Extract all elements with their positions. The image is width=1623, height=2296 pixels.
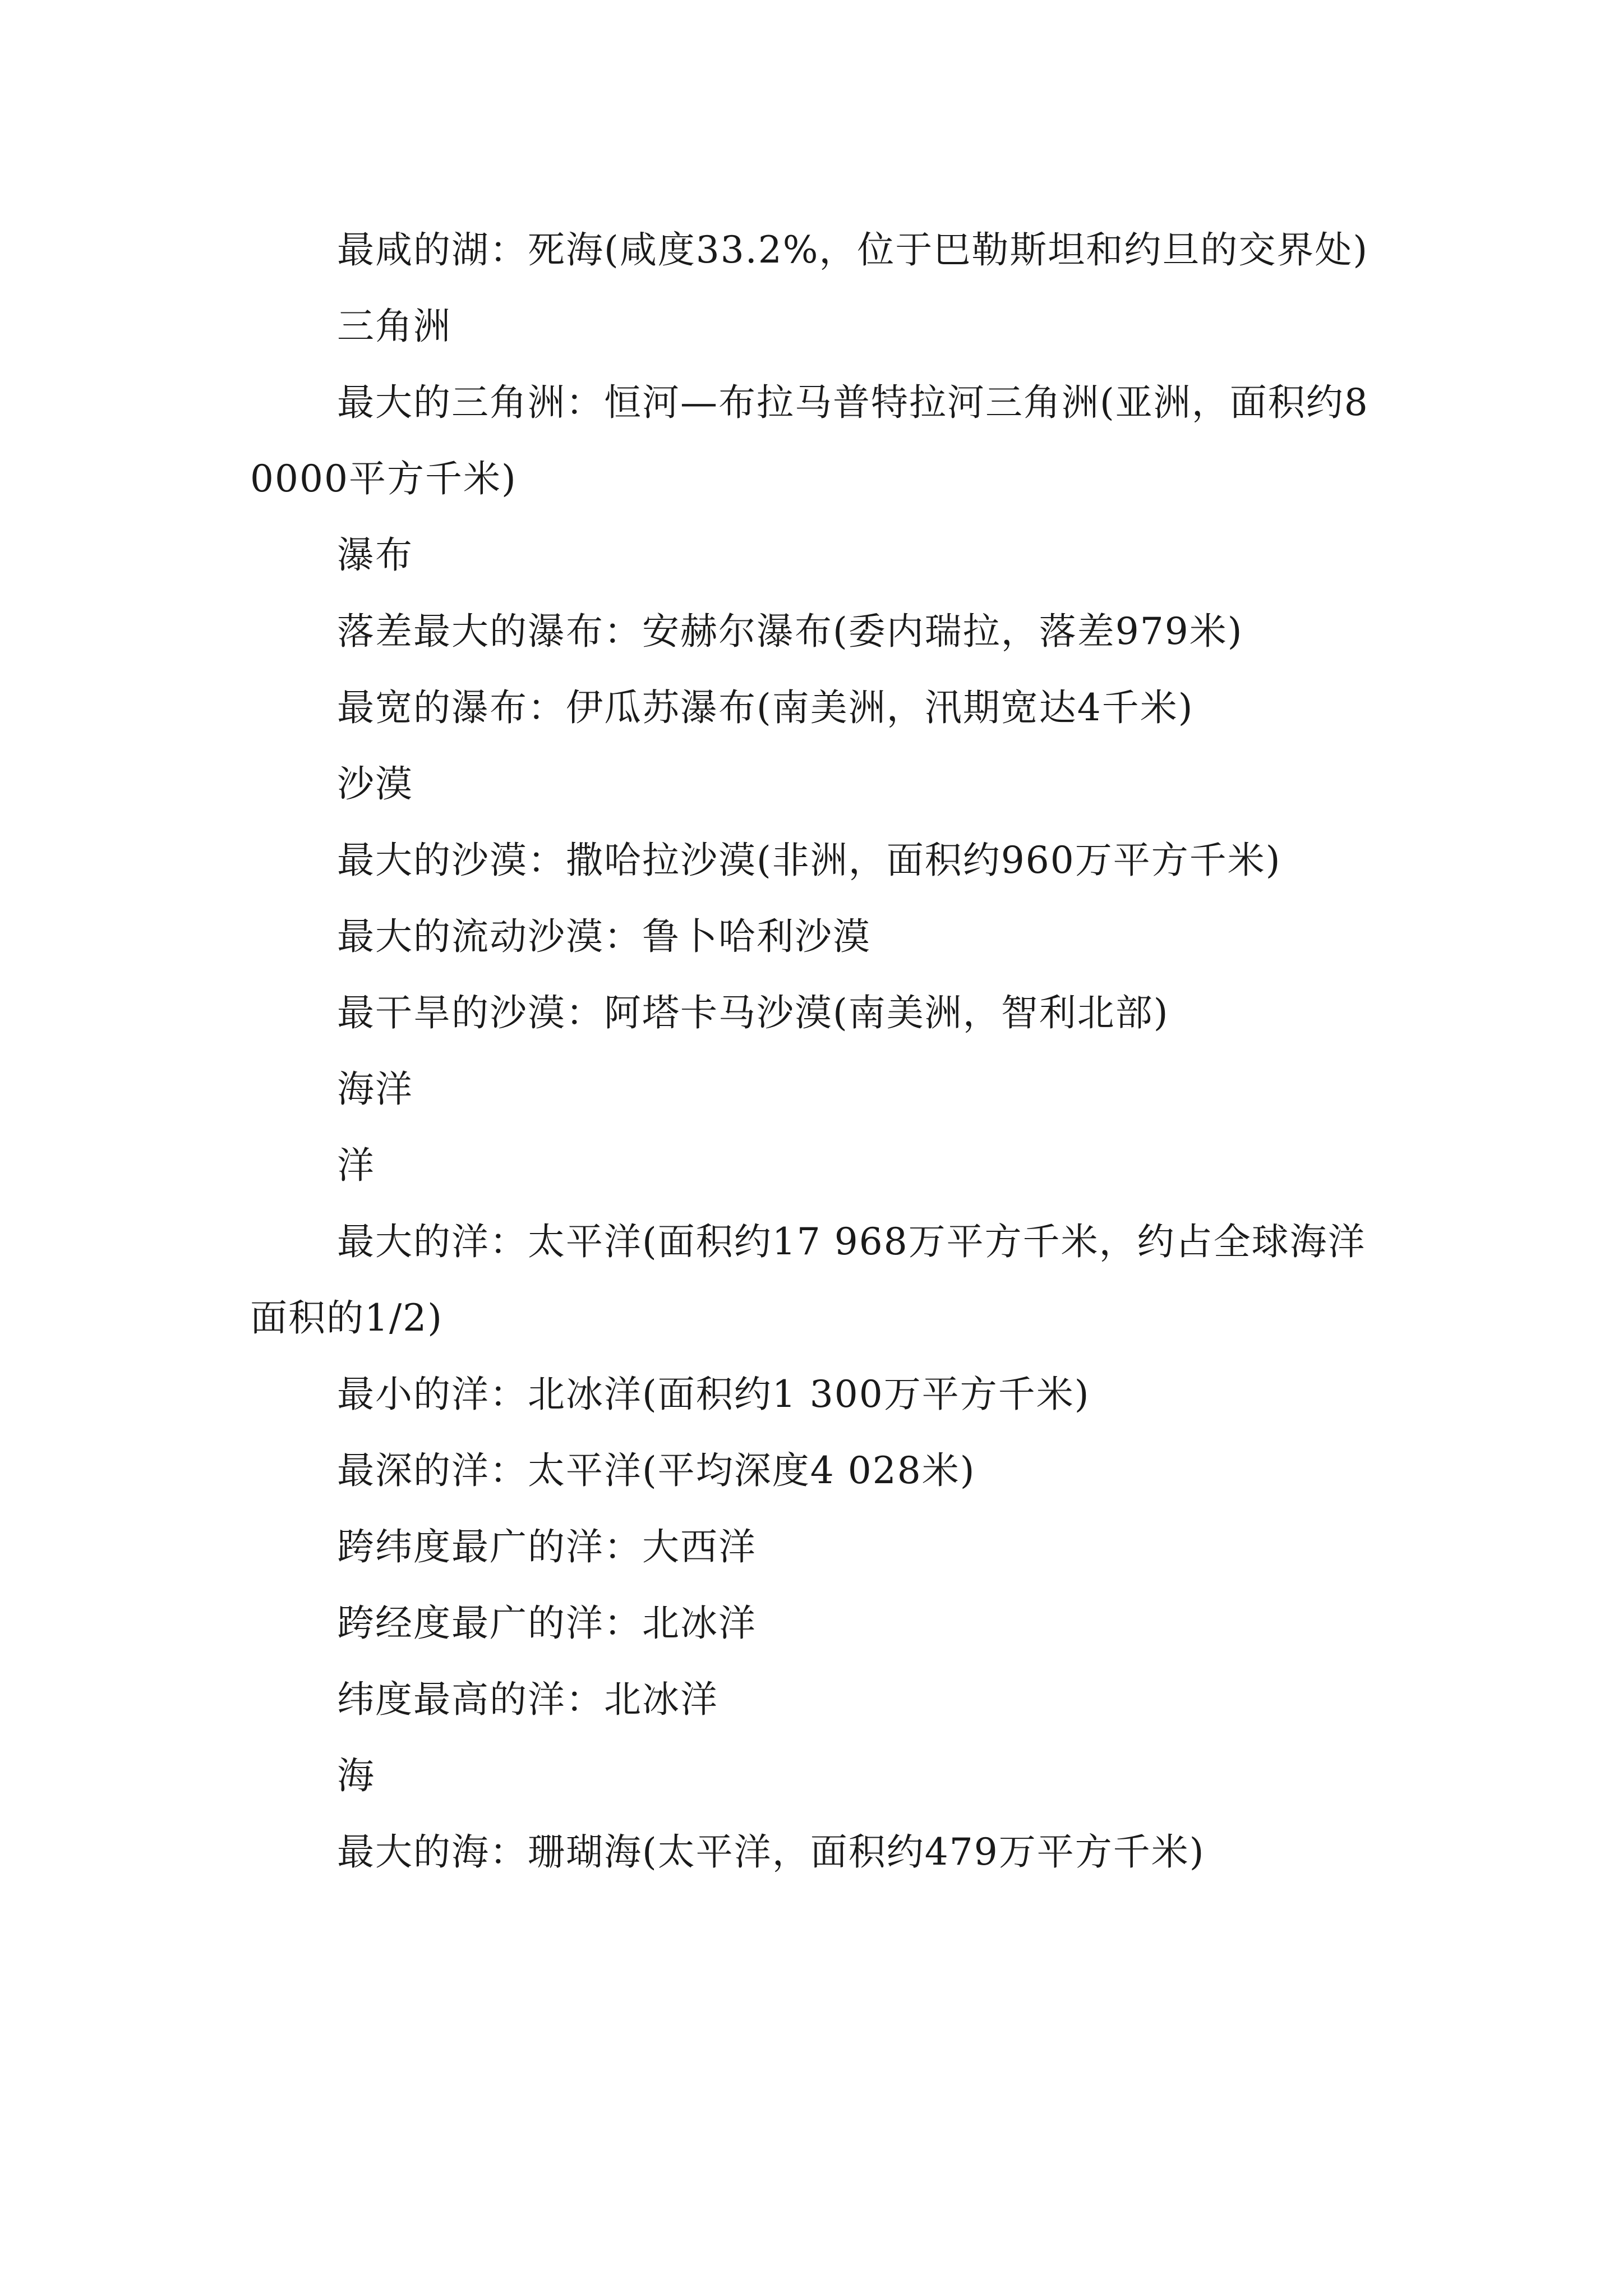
paragraph-widest-waterfall: 最宽的瀑布：伊瓜苏瀑布(南美洲，汛期宽达4千米) [337,686,1194,729]
paragraph-largest-desert: 最大的沙漠：撒哈拉沙漠(非洲，面积约960万平方千米) [337,839,1281,882]
paragraph-largest-sea: 最大的海：珊瑚海(太平洋，面积约479万平方千米) [337,1830,1205,1874]
heading-ocean-sea: 海洋 [337,1068,413,1111]
document-page [250,212,1377,1890]
paragraph-widest-longitude-ocean: 跨经度最广的洋：北冰洋 [337,1602,757,1645]
paragraph-largest-moving-desert: 最大的流动沙漠：鲁卜哈利沙漠 [337,915,871,958]
paragraph-saltiest-lake: 最咸的湖：死海(咸度33.2%，位于巴勒斯坦和约旦的交界处) [337,228,1369,272]
paragraph-driest-desert: 最干旱的沙漠：阿塔卡马沙漠(南美洲，智利北部) [337,991,1169,1034]
heading-sea: 海 [337,1754,375,1797]
paragraph-smallest-ocean: 最小的洋：北冰洋(面积约1 300万平方千米) [337,1373,1090,1416]
heading-ocean: 洋 [337,1144,375,1187]
paragraph-highest-waterfall: 落差最大的瀑布：安赫尔瀑布(委内瑞拉，落差979米) [337,610,1243,653]
heading-delta: 三角洲 [337,305,451,348]
paragraph-largest-delta: 最大的三角洲：恒河—布拉马普特拉河三角洲(亚洲，面积约8 0000平方千米) [250,381,1369,500]
paragraph-deepest-ocean: 最深的洋：太平洋(平均深度4 028米) [337,1449,976,1492]
paragraph-widest-latitude-ocean: 跨纬度最广的洋：大西洋 [337,1525,757,1568]
heading-waterfall: 瀑布 [337,533,413,577]
paragraph-highest-latitude-ocean: 纬度最高的洋：北冰洋 [337,1678,718,1721]
heading-desert: 沙漠 [337,762,413,806]
paragraph-largest-ocean: 最大的洋：太平洋(面积约17 968万平方千米，约占全球海洋面积的1/2) [250,1220,1366,1340]
